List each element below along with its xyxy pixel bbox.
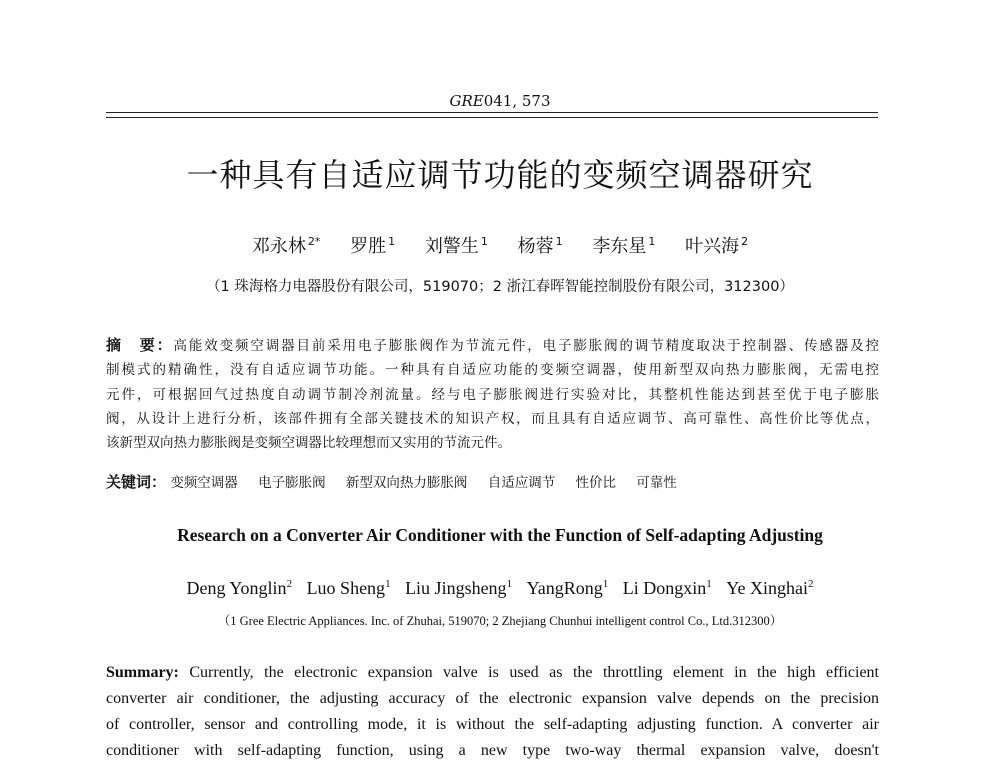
author-en: Deng Yonglin$^2$ [186, 578, 293, 598]
keywords-chinese [106, 471, 879, 492]
summary-english [106, 660, 879, 764]
keyword: 自适应调节 [487, 475, 556, 491]
summary-line: of controller, sensor and controlling mode, it is without the self-adapting adjusting function. A converter air [106, 716, 879, 733]
document-code-number: 041, 573 [483, 92, 551, 110]
summary-line: Summary: Currently, the electronic expansion valve is used as the throttling element in the high efficient [106, 664, 879, 681]
authors-english [0, 578, 1000, 599]
keywords-label: 关键词： [106, 473, 167, 491]
title-english: Research on a Converter Air Conditioner with the Function of Self-adapting Adjusting [177, 525, 823, 545]
affiliation-english: （1 Gree Electric Appliances. Inc. of Zhuhai, 519070; 2 Zhejiang Chunhui intelligent control Co., Ltd.312300） [217, 614, 783, 628]
abstract-line: 制模式的精确性，没有自适应调节功能。一种具有自适应功能的变频空调器，使用新型双向热力膨胀阀，无需电控 [106, 362, 879, 379]
authors-chinese [0, 232, 1000, 258]
summary-label: Summary: [106, 664, 179, 681]
keyword: 新型双向热力膨胀阀 [345, 475, 468, 491]
abstract-line: 摘 要：高能效变频空调器目前采用电子膨胀阀作为节流元件，电子膨胀阀的调节精度取决于控制器、传感器及控 [106, 336, 879, 354]
author-en: Luo Sheng$^1$ [306, 578, 391, 598]
keyword: 电子膨胀阀 [258, 475, 326, 491]
author-cn: 叶兴海 $^2$ [685, 235, 749, 257]
title-chinese: 一种具有自适应调节功能的变频空调器研究 [186, 156, 814, 194]
abstract-label: 摘 要： [106, 336, 174, 354]
abstract-chinese [106, 333, 879, 455]
summary-line: conditioner with self-adapting function, using a new type two-way thermal expansion valve, doesn't [106, 742, 879, 759]
header-rule-top [106, 112, 878, 113]
keyword: 可靠性 [636, 475, 677, 491]
author-cn: 杨蓉 $^1$ [517, 235, 563, 257]
abstract-line: 阀，从设计上进行分析，该部件拥有全部关键技术的知识产权，而且具有自适应调节、高可靠性、高性价比等优点， [106, 410, 879, 427]
author-cn: 李东星 $^1$ [592, 235, 656, 257]
summary-line: converter air conditioner, the adjusting accuracy of the electronic expansion valve depends on the precision [106, 690, 879, 707]
author-cn: 罗胜 $^1$ [350, 235, 396, 257]
author-cn: 邓永林 $^{2*}$ [251, 235, 321, 257]
keyword: 性价比 [575, 475, 616, 491]
author-cn: 刘警生 $^1$ [424, 235, 488, 257]
keyword: 变频空调器 [170, 475, 238, 491]
author-en: Ye Xinghai$^2$ [726, 578, 814, 598]
document-code-prefix: GRE [449, 92, 484, 110]
abstract-line: 该新型双向热力膨胀阀是变频空调器比较理想而又实用的节流元件。 [106, 435, 511, 452]
abstract-line: 元件，可根据回气过热度自动调节制冷剂流量。经与电子膨胀阀进行实验对比，其整机性能达到甚至优于电子膨胀 [106, 386, 879, 403]
affiliation-chinese: （1 珠海格力电器股份有限公司，519070；2 浙江春晖智能控制股份有限公司，312300） [206, 279, 794, 295]
author-en: YangRong$^1$ [526, 578, 609, 598]
author-en: Liu Jingsheng$^1$ [405, 578, 513, 598]
author-en: Li Dongxin$^1$ [622, 578, 712, 598]
header-rule-bottom [106, 117, 878, 118]
document-code [0, 92, 1000, 110]
